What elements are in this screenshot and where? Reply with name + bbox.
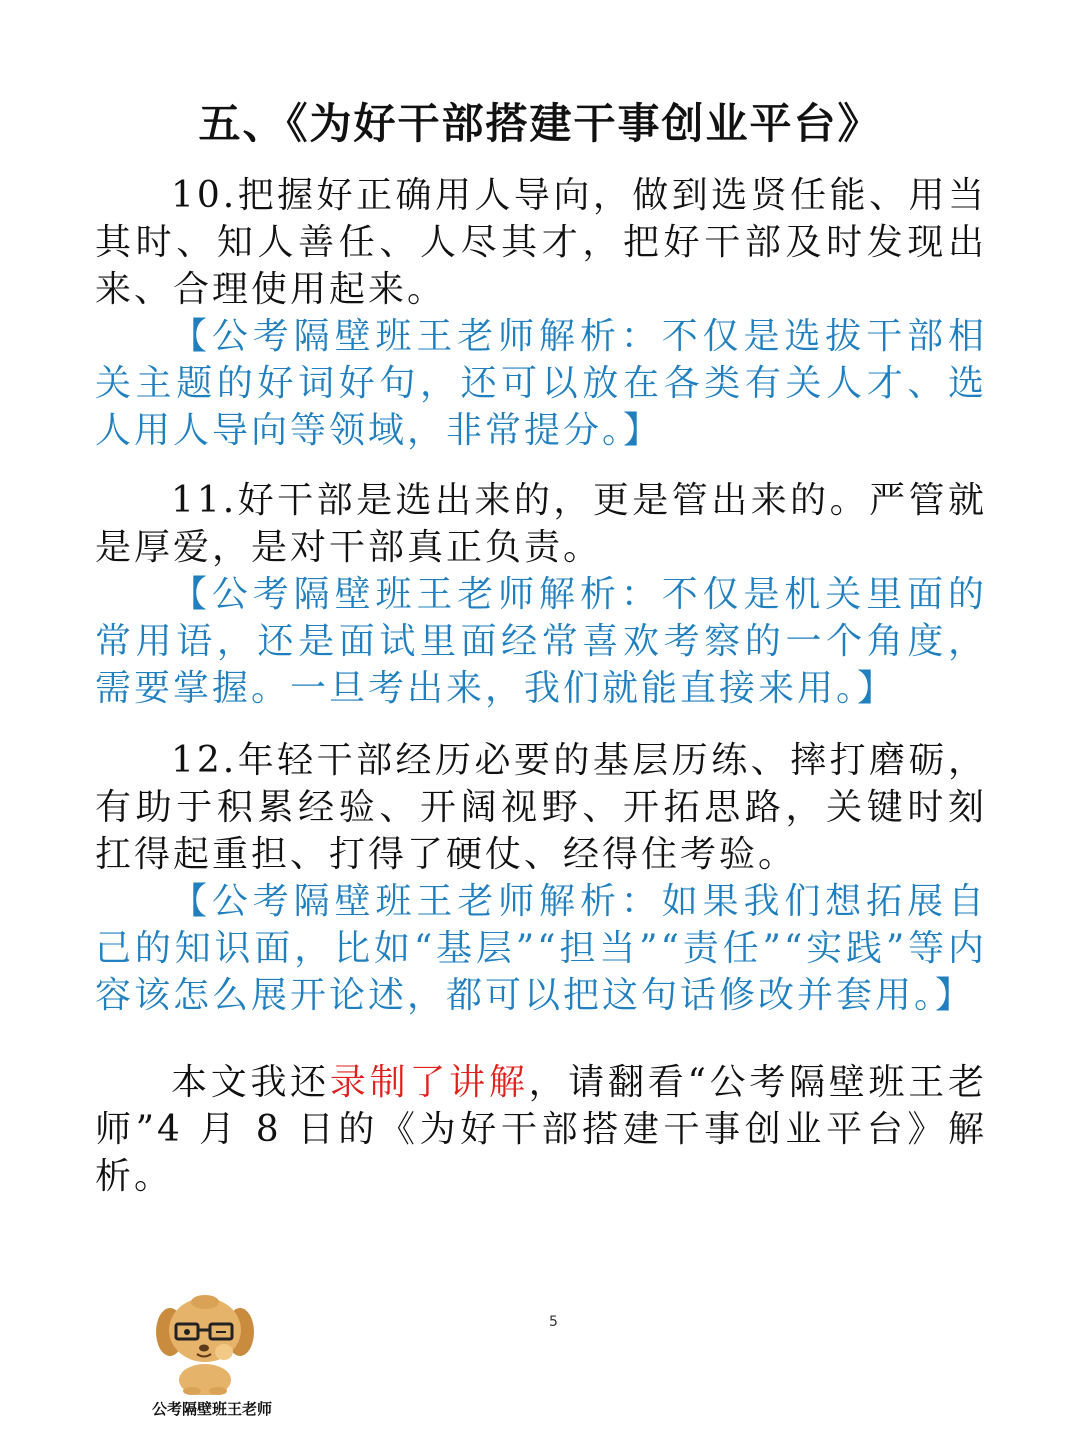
closing-text: [95, 1059, 987, 1200]
item-10: [95, 172, 987, 454]
closing-prefix: 本文我还: [171, 1062, 330, 1103]
mascot-caption: 公考隔壁班王老师: [151, 1400, 272, 1418]
closing-paragraph: [95, 1059, 987, 1200]
item-10-note: 【公考隔壁班王老师解析：不仅是选拔干部相关主题的好词好句，还可以放在各类有关人才、选人用人导向等领域，非常提分。】: [95, 316, 987, 451]
page-number: 5: [549, 1314, 558, 1330]
item-11: [95, 477, 987, 712]
item-10-text: 10.把握好正确用人导向，做到选贤任能、用当其时、知人善任、人尽其才，把好干部及时发现出来、合理使用起来。: [95, 175, 987, 310]
closing-highlight: 录制了讲解: [329, 1062, 529, 1103]
item-11-note: 【公考隔壁班王老师解析：不仅是机关里面的常用语，还是面试里面经常喜欢考察的一个角度，需要掌握。一旦考出来，我们就能直接来用。】: [95, 574, 987, 709]
closing-suffix: ，请翻看“公考隔壁班王老师”4 月 8 日的《为好干部搭建干事创业平台》解析。: [95, 1062, 987, 1197]
item-12: [95, 737, 987, 1019]
section-title: 五、《为好干部搭建干事创业平台》: [198, 99, 882, 148]
item-12-text: 12.年轻干部经历必要的基层历练、摔打磨砺，有助于积累经验、开阔视野、开拓思路，关键时刻扛得起重担、打得了硬仗、经得住考验。: [95, 740, 987, 875]
item-11-text: 11.好干部是选出来的，更是管出来的。严管就是厚爱，是对干部真正负责。: [95, 480, 987, 568]
dog-mascot-icon: [150, 1290, 260, 1395]
item-12-note: 【公考隔壁班王老师解析：如果我们想拓展自己的知识面，比如“基层”“担当”“责任”“实践”等内容该怎么展开论述，都可以把这句话修改并套用。】: [95, 881, 987, 1016]
